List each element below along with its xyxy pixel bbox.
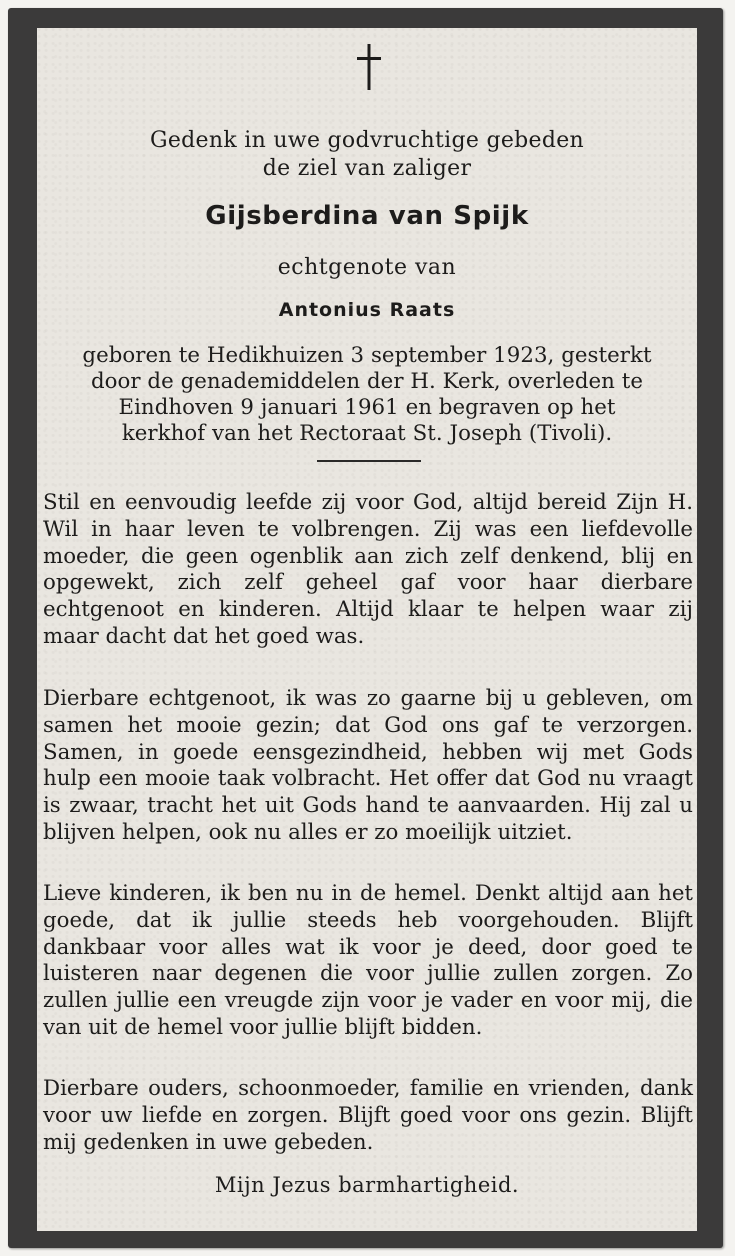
- cross-icon: [355, 44, 383, 90]
- paragraph-family: Dierbare ouders, schoonmoeder, familie en vrienden, dank voor uw liefde en zorgen. Blijft goed voor ons gezin. Blijft mij gedenken in uwe gebeden.: [43, 1076, 693, 1155]
- paragraph-faith: Stil en eenvoudig leefde zij voor God, altijd bereid Zijn H. Wil in haar leven te volbrengen. Zij was een liefdevolle moeder, die geen ogenblik aan zich zelf denkend, blij en opgewekt, zich zelf geheel gaf voor haar dierbare echtgenoot en kinderen. Altijd klaar te helpen waar zij maar dacht dat het goed was.: [43, 490, 693, 649]
- closing-prayer: Mijn Jezus barmhartigheid.: [214, 1173, 520, 1197]
- card-paper: [37, 28, 697, 1231]
- spouse-label: echtgenote van: [277, 255, 457, 280]
- intro-line-2: de ziel van zaliger: [262, 156, 472, 181]
- memorial-card: [8, 8, 723, 1248]
- intro-line-1: Gedenk in uwe godvruchtige gebeden: [149, 128, 585, 153]
- spouse-name: Antonius Raats: [278, 299, 456, 321]
- bio-line: geboren te Hedikhuizen 3 september 1923, gesterkt: [82, 343, 652, 368]
- paragraph-husband: Dierbare echtgenoot, ik was zo gaarne bij u gebleven, om samen het mooie gezin; dat God ons gaf te verzorgen. Samen, in goede eensgezindheid, hebben wij met Gods hulp een mooie taak volbracht. Het offer dat God nu vraagt is zwaar, tracht het uit Gods hand te aanvaarden. Hij zal u blijven helpen, ook nu alles er zo moeilijk uitziet.: [43, 686, 693, 845]
- divider: [317, 460, 421, 462]
- paragraph-children: Lieve kinderen, ik ben nu in de hemel. Denkt altijd aan het goede, dat ik jullie steeds heb voorgehouden. Blijft dankbaar voor alles wat ik voor je deed, door goed te luisteren naar degenen die voor jullie zullen zorgen. Zo zullen jullie een vreugde zijn voor je vader en voor mij, die van uit de hemel voor jullie blijft bidden.: [43, 881, 693, 1040]
- biography: [37, 343, 697, 447]
- deceased-name: Gijsberdina van Spijk: [205, 201, 529, 231]
- bio-line: Eindhoven 9 januari 1961 en begraven op het: [118, 395, 616, 420]
- bio-line: door de genademiddelen der H. Kerk, overleden te: [90, 369, 644, 394]
- bio-line: kerkhof van het Rectoraat St. Joseph (Tivoli).: [121, 421, 613, 446]
